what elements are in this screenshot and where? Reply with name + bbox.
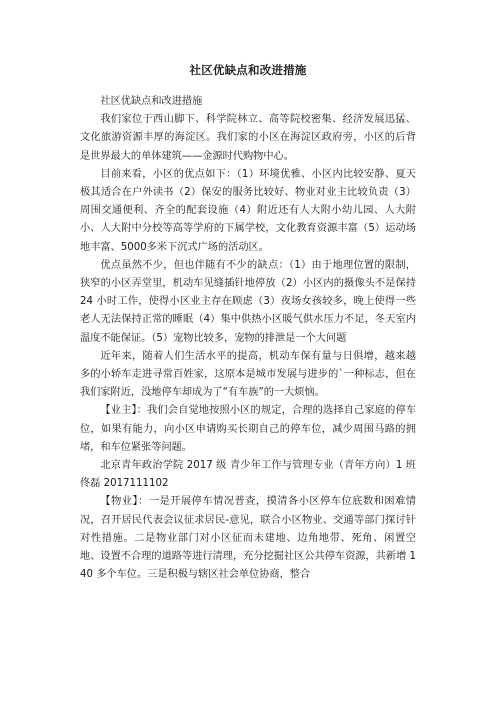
paragraph-parking-problem: 近年来，随着人们生活水平的提高，机动车保有量与日俱增，越来越多的小轿车走进寻常百姓家，这原本是城市发展与进步的`一种标志，但在我们家附近，没地停车却成为了“有车族”的一大烦恼。: [80, 350, 416, 399]
paragraph-subtitle: 社区优缺点和改进措施: [100, 96, 203, 107]
paragraph-disadvantages: 优点虽然不少，但也伴随有不少的缺点：（1）由于地理位置的限制，狭窄的小区弄堂里，机动车见缝插针地停放（2）小区内的摄像头不是保持 24 小时工作，使得小区业主存在顾虑（3）夜场女孩较多，晚上使得一些老人无法保持正常的睡眠（4）集中供热小区暖气供水压力不足，冬天室内温度不能保证。（5）宠物比较多，宠物的排泄是一个大问题: [80, 259, 416, 344]
paragraph-advantages: 目前来看，小区的优点如下：（1）环境优雅、小区内比较安静、夏天极其适合在户外读书（2）保安的服务比较好、物业对业主比较负责（3）周围交通便利、齐全的配套设施（4）附近还有人大附小幼儿园、人大附小、人大附中分校等高等学府的下属学校，文化教育资源丰富（5）运动场地丰富、5000多米下沉式广场的活动区。: [80, 168, 416, 253]
paragraph-author-info: 北京青年政治学院 2017 级 青少年工作与管理专业（青年方向）1 班 佟磊 2017111102: [80, 460, 416, 490]
document-title: 社区优缺点和改进措施: [189, 63, 307, 77]
paragraph-location: 我们家位于西山脚下、科学院林立、高等院校密集、经济发展迅猛、文化旅游资源丰厚的海淀区。我们家的小区在海淀区政府旁，小区的后背是世界最大的单体建筑——金源时代购物中心。: [80, 114, 416, 162]
paragraph-owner-measures: 【业主】：我们会自觉地按照小区的规定，合理的选择自己家庭的停车位，如果有能力，向小区申请购买长期自己的停车位，减少周围马路的拥堵，和车位紧张等问题。: [80, 405, 416, 453]
paragraph-property-measures: 【物业】：一是开展停车情况普查，摸清各小区停车位底数和困难情况，召开居民代表会议征求居民-意见，联合小区物业、交通等部门探讨针对性措施。二是物业部门对小区征而未建地、边角地带、死角、闲置空地、设置不合理的道路等进行清理，充分挖掘社区公共停车资源，共新增 140 多个车位。三是积极与辖区社会单位协商，整合: [80, 496, 416, 581]
